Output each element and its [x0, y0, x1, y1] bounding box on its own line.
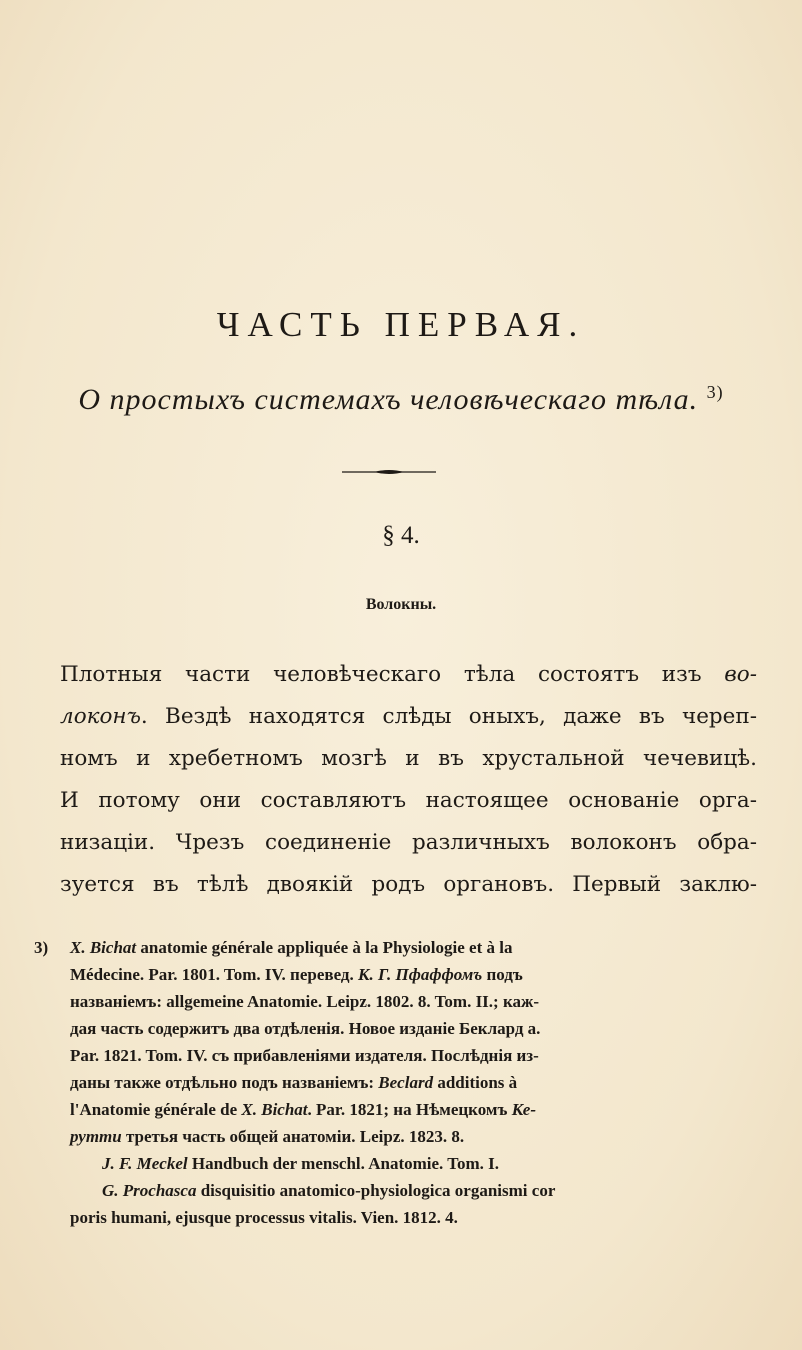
body-line: номъ и хребетномъ мозгѣ и въ хрустальной чечевицѣ. [60, 746, 757, 771]
body-paragraph [60, 654, 757, 906]
section-number: § 4. [382, 522, 420, 549]
book-page: ЧАСТЬ ПЕРВАЯ. О простыхъ системахъ человѣческаго тѣла. $^{3)}$ § 4. Волокны. Плотныя части человѣческаго тѣла состоятъ изъ во- локонъ. Вездѣ находятся слѣды оныхъ, даже въ череп- номъ и хребетномъ мозгѣ и въ хрустальной чечевицѣ. И потому они составляютъ настоящее основаніе орга- низаціи. Чрезъ соединеніе различныхъ волоконъ обра- зуется въ тѣлѣ двоякій родъ органовъ. Первый заклю- 3) X. Bichat anatomie générale appliquée à la Physiologie et à la Médecine. Par. 1801. Tom. IV. перевед. К. Г. Пфаффомъ подъ названіемъ: allgemeine Anatomie. Leipz. 1802. 8. Tom. II.; каж- дая часть содержитъ два отдѣленія. Новое изданіе Беклард а. Par. 1821. Tom. IV. съ прибавленіями издателя. Послѣднія из- даны также отдѣльно подъ названіемъ: Beclard additions à l'Anatomie générale de X. Bichat. Par. 1821; на Нѣмецкомъ Ке- рутти третья часть общей анатоміи. Leipz. 1823. 8. J. F. Meckel Handbuch der menschl. Anatomie. Tom. I. G. Prochasca disquisitio anatomico-physiologica organismi cor poris humani, ejusque processus vitalis. Vien. 1812. 4. [0, 0, 802, 1350]
section-title: Волокны. [365, 596, 437, 613]
body-line: локонъ. Вездѣ находятся слѣды оныхъ, даже въ череп- [60, 704, 757, 729]
part-subtitle [0, 382, 802, 417]
body-line: низаціи. Чрезъ соединеніе различныхъ волоконъ обра- [60, 830, 757, 855]
footnote-marker: 3) [34, 938, 49, 957]
body-line: Плотныя части человѣческаго тѣла состоятъ изъ во- [60, 662, 757, 687]
part-title: ЧАСТЬ ПЕРВАЯ. [216, 305, 586, 344]
body-line: И потому они составляютъ настоящее основаніе орга- [60, 788, 757, 813]
footnote-reference: 3) [706, 382, 724, 402]
part-subtitle-text: О простыхъ системахъ человѣческаго тѣла. [78, 383, 699, 416]
body-line: зуется въ тѣлѣ двоякій родъ органовъ. Первый заклю- [60, 872, 757, 897]
divider-ornament-icon [342, 469, 436, 475]
